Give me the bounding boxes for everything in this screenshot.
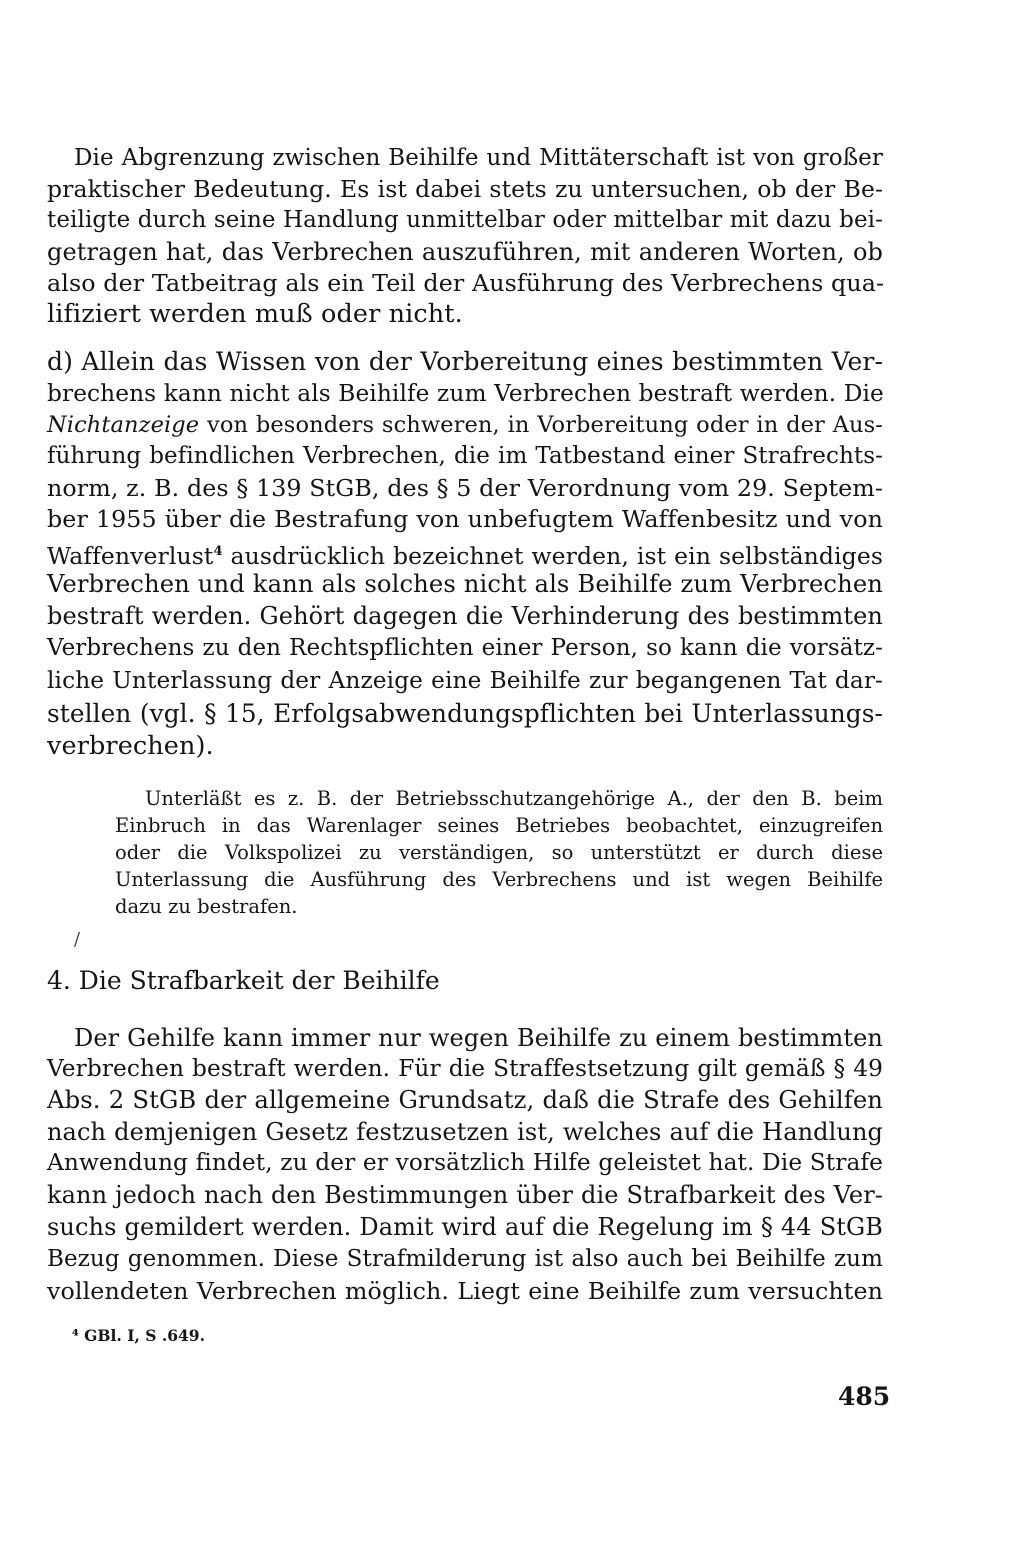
- paragraph-2-line-8: Verbrechen und kann als solches nicht als Beihilfe zum Verbrechen: [47, 569, 883, 598]
- stray-mark: /: [74, 929, 81, 950]
- example-note-line-3: oder die Volkspolizei zu verständigen, so unterstützt er durch diese: [115, 841, 883, 864]
- paragraph-1-line-3: teiligte durch seine Handlung unmittelbar oder mittelbar mit dazu bei-: [47, 207, 883, 233]
- footnote: ⁴ GBl. I, S .649.: [72, 1326, 205, 1345]
- section-heading: 4. Die Strafbarkeit der Beihilfe: [47, 966, 440, 995]
- paragraph-1-line-1: Die Abgrenzung zwischen Beihilfe und Mittäterschaft ist von großer: [74, 145, 883, 171]
- paragraph-3-line-2: Verbrechen bestraft werden. Für die Straffestsetzung gilt gemäß § 49: [47, 1055, 883, 1082]
- footnote-reference: 4: [213, 544, 223, 559]
- paragraph-2-line-12: stellen (vgl. § 15, Erfolgsabwendungspflichten bei Unterlassungs-: [47, 699, 883, 728]
- paragraph-3-line-4: nach demjenigen Gesetz festzusetzen ist, welches auf die Handlung: [47, 1118, 883, 1146]
- example-note-line-1: Unterläßt es z. B. der Betriebsschutzangehörige A., der den B. beim: [145, 787, 883, 810]
- paragraph-2-line-7-post: ausdrücklich bezeichnet werden, ist ein selbständiges: [222, 541, 883, 570]
- paragraph-2-line-7: [47, 537, 883, 571]
- nichtanzeige-emphasis: Nichtanzeige: [47, 412, 200, 438]
- paragraph-2-line-1: d) Allein das Wissen von der Vorbereitung eines bestimmten Ver-: [47, 347, 883, 376]
- paragraph-3-line-3: Abs. 2 StGB der allgemeine Grundsatz, daß die Strafe des Gehilfen: [47, 1085, 883, 1114]
- paragraph-2-line-4: führung befindlichen Verbrechen, die im Tatbestand einer Strafrechts-: [47, 443, 883, 469]
- paragraph-2-line-3: [47, 410, 883, 440]
- paragraph-3-line-6: kann jedoch nach den Bestimmungen über die Strafbarkeit des Ver-: [47, 1181, 883, 1209]
- example-note-line-2: Einbruch in das Warenlager seines Betriebes beobachtet, einzugreifen: [115, 814, 883, 837]
- paragraph-1-line-4: getragen hat, das Verbrechen auszuführen, mit anderen Worten, ob: [47, 238, 883, 266]
- paragraph-2-line-10: Verbrechens zu den Rechtspflichten einer Person, so kann die vorsätz-: [47, 635, 883, 661]
- paragraph-3-line-5: Anwendung findet, zu der er vorsätzlich Hilfe geleistet hat. Die Strafe: [47, 1149, 883, 1176]
- page-number: 485: [838, 1382, 891, 1411]
- paragraph-3-line-8: Bezug genommen. Diese Strafmilderung ist also auch bei Beihilfe zum: [47, 1246, 883, 1272]
- paragraph-1-line-5: also der Tatbeitrag als ein Teil der Ausführung des Verbrechens qua-: [47, 269, 885, 297]
- paragraph-3-line-7: suchs gemildert werden. Damit wird auf die Regelung im § 44 StGB: [47, 1213, 883, 1241]
- paragraph-2-line-11: liche Unterlassung der Anzeige eine Beihilfe zur begangenen Tat dar-: [47, 667, 883, 694]
- example-note-line-4: Unterlassung die Ausführung des Verbrechens und ist wegen Beihilfe: [115, 868, 883, 891]
- paragraph-1-line-2: praktischer Bedeutung. Es ist dabei stets zu untersuchen, ob der Be-: [47, 175, 883, 203]
- paragraph-2-line-6: ber 1955 über die Bestrafung von unbefugtem Waffenbesitz und von: [47, 505, 883, 533]
- paragraph-2-line-3-rest: von besonders schweren, in Vorbereitung oder in der Aus-: [199, 412, 883, 438]
- paragraph-2-line-7-pre: Waffenverlust: [47, 541, 214, 570]
- paragraph-2-line-5: norm, z. B. des § 139 StGB, des § 5 der Verordnung vom 29. Septem-: [47, 474, 883, 502]
- paragraph-2-line-9: bestraft werden. Gehört dagegen die Verhinderung des bestimmten: [47, 602, 883, 630]
- paragraph-3-line-9: vollendeten Verbrechen möglich. Liegt eine Beihilfe zum versuchten: [47, 1277, 883, 1305]
- paragraph-1-line-6: lifiziert werden muß oder nicht.: [47, 299, 463, 329]
- paragraph-2-line-2: brechens kann nicht als Beihilfe zum Verbrechen bestraft werden. Die: [47, 380, 884, 407]
- paragraph-2-line-13: verbrechen).: [47, 731, 214, 761]
- example-note-line-5: dazu zu bestrafen.: [115, 895, 298, 918]
- paragraph-3-line-1: Der Gehilfe kann immer nur wegen Beihilfe zu einem bestimmten: [74, 1024, 883, 1052]
